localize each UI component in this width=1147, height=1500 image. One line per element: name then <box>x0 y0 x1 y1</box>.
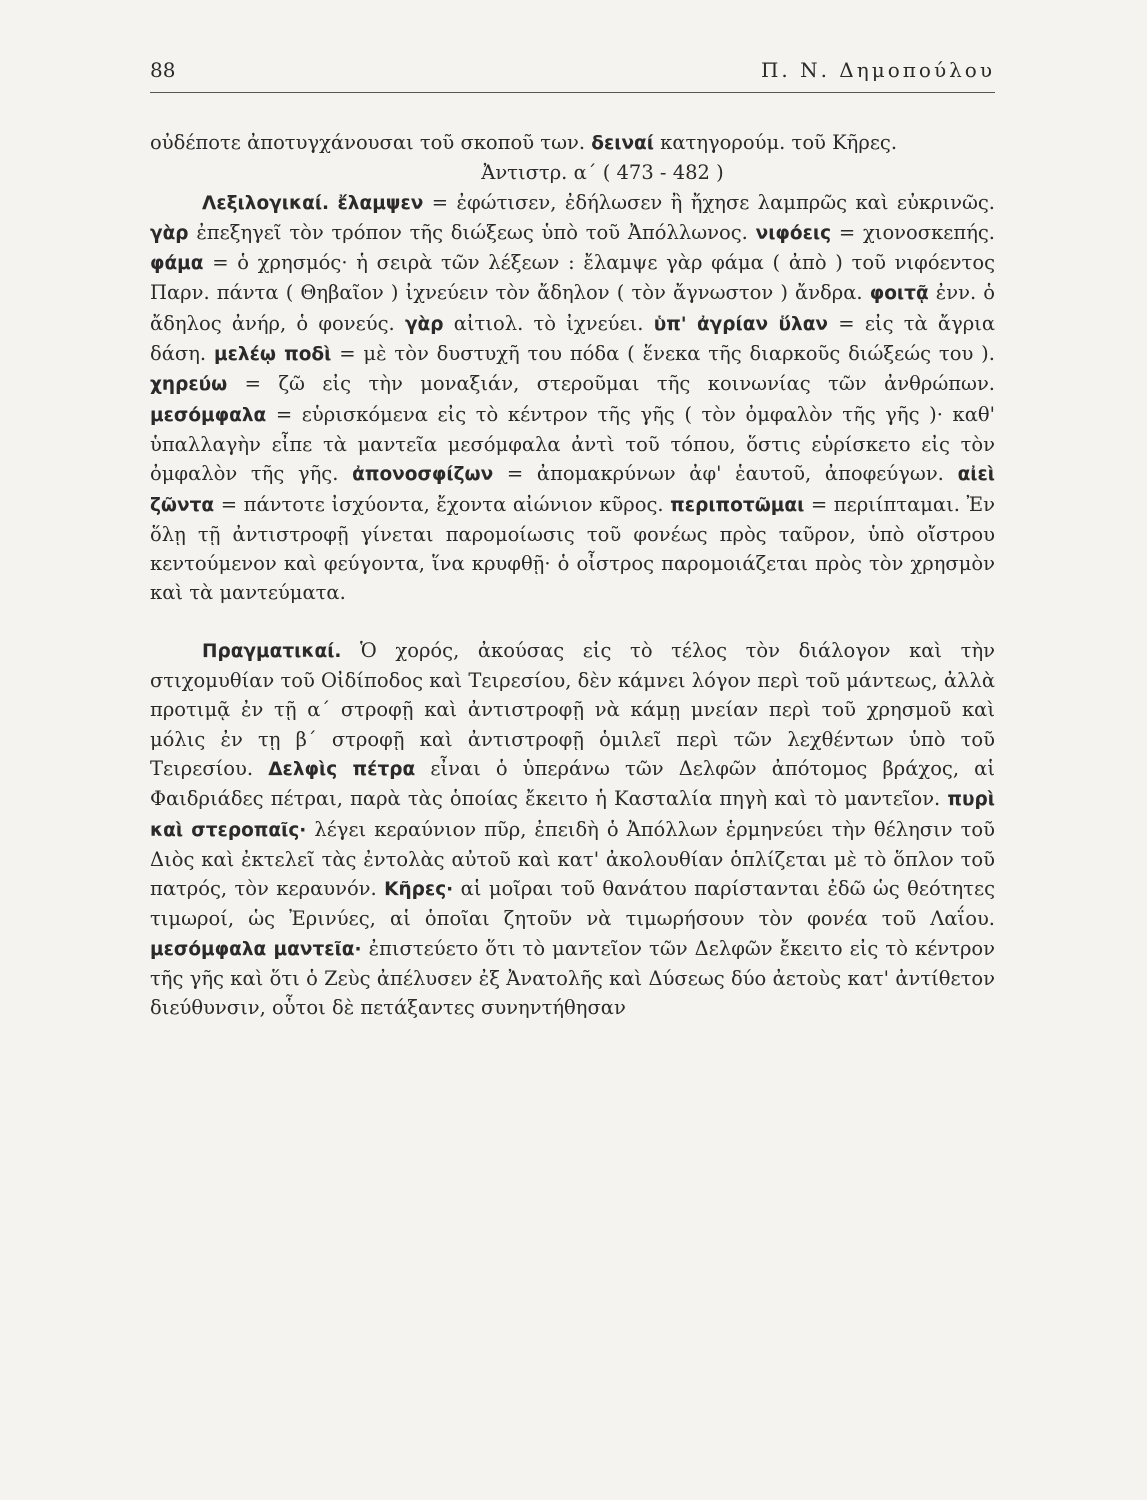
bold-term: ὑπ' ἀγρίαν ὕλαν <box>653 313 829 335</box>
bold-term: φοιτᾷ <box>869 283 929 305</box>
bold-term: δειναί <box>591 133 654 154</box>
bold-term: πυρὶ καὶ στεροπαῖς· <box>150 789 995 841</box>
bold-term: ἔλαμψεν <box>337 192 424 214</box>
text-block <box>150 128 995 1023</box>
section-heading: Ἀντιστρ. α΄ ( 473 - 482 ) <box>481 161 724 185</box>
bold-term: φάμα <box>150 253 204 275</box>
running-head: Π. Ν. Δημοπούλου <box>760 58 995 82</box>
lexical-notes-paragraph: Λεξιλογικαί. ἔλαμψεν = ἐφώτισεν, ἐδήλωσεν ἢ ἤχησε λαμπρῶς καὶ εὐκρινῶς. γὰρ ἐπεξηγεῖ τὸν τρόπον τῆς διώξεως ὑπὸ τοῦ Ἀπόλλωνος. νιφόεις = χιονοσκεπής. φάμα = ὁ χρησμός· ἡ σειρὰ τῶν λέξεων : ἔλαμψε γὰρ φάμα ( ἀπὸ ) τοῦ νιφόεντος Παρν. πάντα ( Θηβαῖον ) ἰχνεύειν τὸν ἄδηλον ( τὸν ἄγνωστον ) ἄνδρα. φοιτᾷ ἐνν. ὁ ἄδηλος ἀνήρ, ὁ φονεύς. γὰρ αἰτιολ. τὸ ἰχνεύει. ὑπ' ἀγρίαν ὕλαν = εἰς τὰ ἄγρια δάση. μελέῳ ποδὶ = μὲ τὸν δυστυχῆ του πόδα ( ἕνεκα τῆς διαρκοῦς διώξεώς του ). χηρεύω = ζῶ εἰς τὴν μοναξιάν, στεροῦμαι τῆς κοινωνίας τῶν ἀνθρώπων. μεσόμφαλα = εὑρισκόμενα εἰς τὸ κέντρον τῆς γῆς ( τὸν ὀμφαλὸν τῆς γῆς )· καθ' ὑπαλλαγὴν εἶπε τὰ μαντεῖα μεσόμφαλα ἀντὶ τοῦ τόπου, ὅστις εὑρίσκετο εἰς τὸν ὀμφαλὸν τῆς γῆς. ἀπονοσφίζων = ἀπομακρύνων ἀφ' ἑαυτοῦ, ἀποφεύγων. αἰεὶ ζῶντα = πάντοτε ἰσχύοντα, ἔχοντα αἰώνιον κῦρος. περιποτῶμαι = περιίπταμαι. Ἐν ὅλῃ τῇ ἀντιστροφῇ γίνεται παρομοίωσις τοῦ φονέως πρὸς ταῦρον, ὑπὸ οἴστρου κεντούμενον καὶ φεύγοντα, ἵνα κρυφθῇ· ὁ οἶστρος παρομοιάζεται πρὸς τὸν χρησμὸν καὶ τὰ μαντεύματα. <box>150 190 995 605</box>
bold-term: γὰρ <box>150 222 189 244</box>
page-header <box>150 58 995 93</box>
bold-term: μεσόμφαλα μαντεῖα· <box>150 938 362 960</box>
bold-term: αἰεὶ ζῶντα <box>150 464 995 516</box>
bold-term: ἀπονοσφίζων <box>352 464 494 486</box>
page-number: 88 <box>150 58 176 82</box>
factual-label: Πραγματικαί. <box>202 640 342 662</box>
bold-term: χηρεύω <box>150 374 228 396</box>
intro-paragraph: οὐδέποτε ἀποτυγχάνουσαι τοῦ σκοποῦ των. δειναί κατηγορούμ. τοῦ Κῆρες. <box>150 131 898 154</box>
bold-term: νιφόεις <box>755 222 832 244</box>
lexical-label: Λεξιλογικαί. <box>202 192 330 214</box>
bold-term: μεσόμφαλα <box>150 404 267 426</box>
bold-term: γὰρ <box>404 313 444 335</box>
bold-term: μελέῳ ποδὶ <box>213 344 332 366</box>
bold-term: Κῆρες· <box>384 879 454 901</box>
bold-term: περιποτῶμαι <box>670 494 805 516</box>
factual-notes-paragraph: Πραγματικαί. Ὁ χορός, ἀκούσας εἰς τὸ τέλος τὸν διάλογον καὶ τὴν στιχομυθίαν τοῦ Οἰδίποδος καὶ Τειρεσίου, δὲν κάμνει λόγον περὶ τοῦ μάντεως, ἀλλὰ προτιμᾷ ἐν τῇ α΄ στροφῇ καὶ ἀντιστροφῇ νὰ κάμῃ μνείαν περὶ τοῦ χρησμοῦ καὶ μόλις ἐν τῃ β΄ στροφῇ καὶ ἀντιστροφῇ ὁμιλεῖ περὶ τῶν λεχθέντων ὑπὸ τοῦ Τειρεσίου. Δελφὶς πέτρα εἶναι ὁ ὑπεράνω τῶν Δελφῶν ἀπότομος βράχος, αἱ Φαιδριάδες πέτραι, παρὰ τὰς ὁποίας ἔκειτο ἡ Κασταλία πηγὴ καὶ τὸ μαντεῖον. πυρὶ καὶ στεροπαῖς· λέγει κεραύνιον πῦρ, ἐπειδὴ ὁ Ἀπόλλων ἑρμηνεύει τὴν θέλησιν τοῦ Διὸς καὶ ἐκτελεῖ τὰς ἐντολὰς αὐτοῦ καὶ κατ' ἀκολουθίαν ὁπλίζεται μὲ τὸ ὅπλον τοῦ πατρός, τὸν κεραυνόν. Κῆρες· αἱ μοῖραι τοῦ θανάτου παρίστανται ἐδῶ ὡς θεότητες τιμωροί, ὡς Ἐρινύες, αἱ ὁποῖαι ζητοῦν νὰ τιμωρήσουν τὸν φονέα τοῦ Λαΐου. μεσόμφαλα μαντεῖα· ἐπιστεύετο ὅτι τὸ μαντεῖον τῶν Δελφῶν ἔκειτο εἰς τὸ κέντρον τῆς γῆς καὶ ὅτι ὁ Ζεὺς ἀπέλυσεν ἐξ Ἀνατολῆς καὶ Δύσεως δύο ἀετοὺς κατ' ἀντίθετον διεύθυνσιν, οὗτοι δὲ πετάξαντες συνηντήθησαν <box>150 638 996 1020</box>
bold-term: Δελφὶς πέτρα <box>268 758 416 780</box>
